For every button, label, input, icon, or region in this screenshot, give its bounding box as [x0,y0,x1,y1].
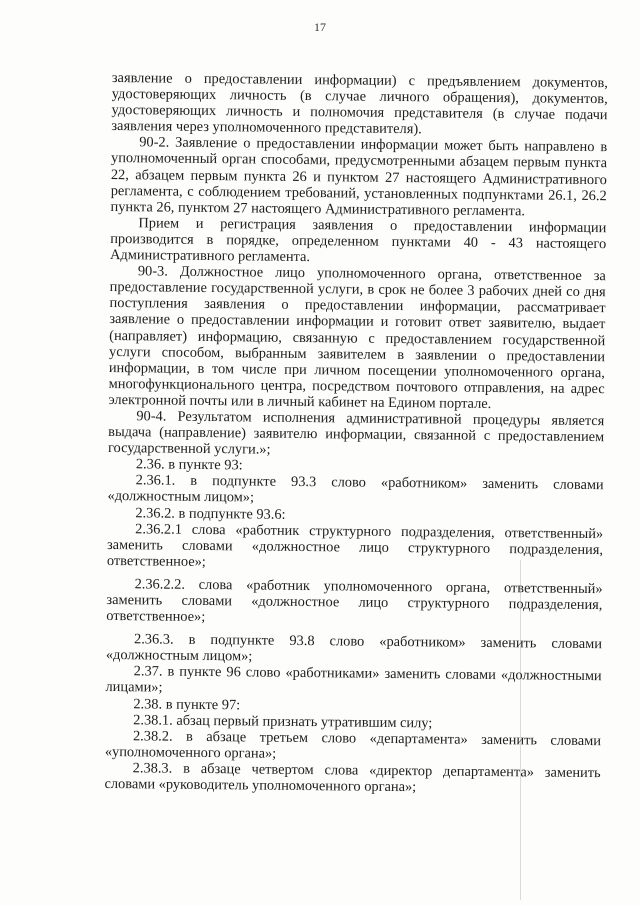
paragraph-90-4: 90-4. Результатом исполнения административной процедуры является выдача (направление) заявителю информации, связанной с предоставлением государственной услуги.»; [107,408,605,458]
item-2-38: 2.38. в пункте 97: [133,695,241,713]
item-2-36-2: 2.36.2. в подпункте 93.6: [135,504,286,523]
item-2-38-2: 2.38.2. в абзаце третьем слово «департамента» заменить словами «уполномоченного органа»; [104,728,602,762]
item-2-38-1: 2.38.1. абзац первый признать утратившим силу; [133,711,433,732]
document-body [104,70,608,797]
page-number: 17 [314,20,326,34]
paragraph-90-3: 90-3. Должностное лицо уполномоченного органа, ответственное за предоставление государственной услуги, в срок не более 3 рабочих дней со дня поступления заявления о предоставлении информации, рассматривает заявление о предоставлении информации и готовит ответ заявителю, выдает (направляет) информацию, связанную с предоставлением государственной услуги способом, выбранным заявителем в заявлении о предоставлении информации, в том числе при личном посещении уполномоченного органа, многофункционального центра, посредством почтового отправления, на адрес электронной почты или в личный кабинет на Едином портале. [108,263,606,412]
paragraph-continuation: заявление о предоставлении информации) с предъявлением документов, удостоверяющих личность (в случае личного обращения), документов, удостоверяющих личность и полномочия представителя (в случае подачи заявления через уполномоченного представителя). [111,70,608,138]
item-2-37: 2.37. в пункте 96 слово «работниками» заменить словами «должностными лицами»; [105,663,602,697]
paragraph-registration: Прием и регистрация заявления о предоставлении информации производится в порядке, определенном пунктами 40 - 43 настоящего Административного регламента. [109,215,607,266]
item-2-36-1: 2.36.1. в подпункте 93.3 слово «работником» заменить словами «должностным лицом»; [107,472,604,506]
item-2-36-2-1: 2.36.2.1 слова «работник структурного подразделения, ответственный» заменить словами «должностное лицо структурного подразделения, ответственное»; [106,520,604,570]
scan-artifact-line [520,560,521,900]
item-2-36-2-2: 2.36.2.2. слова «работник уполномоченного органа, ответственный» заменить словами «должностное лицо структурного подразделения, ответственное»; [106,576,603,626]
paragraph-90-2: 90-2. Заявление о предоставлении информации может быть направлено в уполномоченный орган способами, предусмотренными абзацем первым пункта 22, абзацем первым пункта 26 и пунктом 27 настоящего Административного регламента, с соблюдением требований, установленных подпунктами 26.1, 26.2 пункта 26, пунктом 27 настоящего Административного регламента. [110,134,608,220]
item-2-38-3: 2.38.3. в абзаце четвертом слова «директор департамента» заменить словами «руководитель уполномоченного органа»; [104,760,601,796]
item-2-36-3: 2.36.3. в подпункте 93.8 слово «работником» заменить словами «должностным лицом»; [105,631,603,665]
item-2-36: 2.36. в пункте 93: [135,456,243,474]
